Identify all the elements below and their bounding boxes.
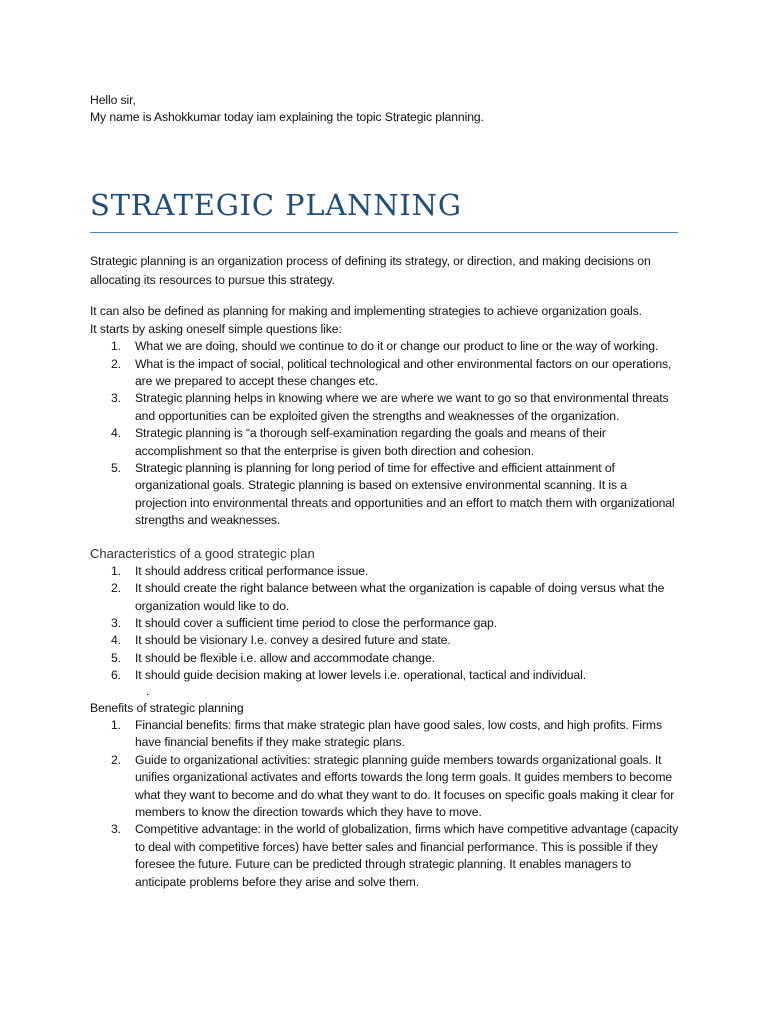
list-item [90,338,680,355]
stray-dot: . [146,683,150,698]
questions-list [90,338,680,529]
list-item-text: Strategic planning helps in knowing where we are where we want to go so that environmental threats and opportunities can be exploited given the strengths and weaknesses of the organization. [135,391,669,423]
list-item-text: It should cover a sufficient time period to close the performance gap. [135,615,497,630]
list-item [90,390,680,425]
list-item-text: It should be flexible i.e. allow and accommodate change. [135,650,435,665]
list-item-number: 1. [111,339,121,354]
list-item-number: 3. [111,822,121,837]
list-item-number: 3. [111,615,121,630]
list-item [90,717,680,752]
list-item-number: 5. [111,461,121,476]
greeting-line-2: My name is Ashokkumar today iam explaining the topic Strategic planning. [90,110,484,125]
list-item-number: 3. [111,391,121,406]
title-underline [90,232,678,233]
list-item [90,821,680,891]
list-item-number: 4. [111,426,121,441]
list-item [90,460,680,530]
list-item-text: Strategic planning is planning for long period of time for effective and efficient attainment of organizational goals. Strategic planning is based on extensive environmental scanning. It is a projection into environmental threats and opportunities and an effort to match them with organizational strengths and weaknesses. [135,461,675,528]
list-item [90,615,680,632]
list-item-number: 6. [111,668,121,683]
page-title: STRATEGIC PLANNING [90,187,462,222]
list-item [90,356,680,391]
list-item-number: 5. [111,650,121,665]
list-item-number: 2. [111,356,121,371]
list-item-text: Strategic planning is “a thorough self-examination regarding the goals and means of their accomplishment so that the enterprise is given both direction and cohesion. [135,426,606,458]
list-item-text: What is the impact of social, political technological and other environmental factors on our operations, are we prepared to accept these changes etc. [135,356,672,389]
characteristics-heading: Characteristics of a good strategic plan [90,545,315,561]
list-item-text: It should guide decision making at lower levels i.e. operational, tactical and individual. [135,668,587,683]
list-item [90,752,680,822]
list-item [90,650,680,667]
list-item-number: 1. [111,717,121,732]
list-item [90,667,680,684]
list-item-number: 1. [111,563,121,578]
list-item-text: Competitive advantage: in the world of globalization, firms which have competitive advantage (capacity to deal with competitive forces) have better sales and financial performance. This is possible if they foresee the future. Future can be predicted through strategic planning. It enables managers to anticipate problems before they arise and solve them. [135,822,679,889]
list-item [90,632,680,649]
intro-paragraph-1: Strategic planning is an organization process of defining its strategy, or direction, and making decisions on allocating its resources to pursue this strategy. [90,253,651,287]
list-item-text: It should address critical performance issue. [135,563,369,578]
intro-paragraph-2-line-1: It can also be defined as planning for making and implementing strategies to achieve organization goals. [90,304,642,319]
list-item [90,580,680,615]
list-item-text: It should be visionary I.e. convey a desired future and state. [135,633,451,648]
list-item-text: What we are doing, should we continue to do it or change our product to line or the way of working. [135,339,659,354]
list-item [90,425,680,460]
list-item [90,563,680,580]
benefits-list [90,717,680,891]
list-item-number: 2. [111,752,121,767]
list-item-number: 4. [111,633,121,648]
list-item-text: Guide to organizational activities: strategic planning guide members towards organizational goals. It unifies organizational activates and efforts towards the long term goals. It guides members to become what they want to become and do what they want to do. It focuses on specific goals making it clear for members to know the direction towards which they have to move. [135,752,675,819]
list-item-number: 2. [111,581,121,596]
list-item-text: It should create the right balance between what the organization is capable of doing versus what the organization would like to do. [135,581,665,613]
greeting-line-1: Hello sir, [90,93,136,107]
list-item-text: Financial benefits: firms that make strategic plan have good sales, low costs, and high profits. Firms have financial benefits if they make strategic plans. [135,717,662,750]
intro-paragraph-2-line-2: It starts by asking oneself simple questions like: [90,321,342,336]
benefits-heading: Benefits of strategic planning [90,700,244,715]
characteristics-list [90,563,680,685]
document-page [90,92,680,891]
